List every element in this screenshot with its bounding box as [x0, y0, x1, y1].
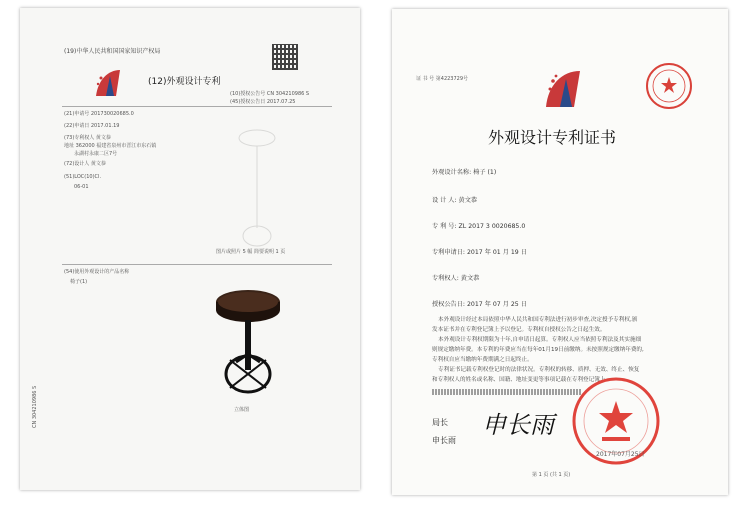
seal-date: 2017年07月25日	[596, 451, 645, 458]
address-line-2: 永湖村永康二区7号	[74, 151, 118, 157]
director-sub-label: 申长雨	[432, 436, 456, 445]
patent-owner: (73)专利权人 黄文恭	[64, 135, 111, 141]
patent-type-title: (12)外观设计专利	[148, 77, 221, 87]
figure-caption: 立体图	[234, 407, 250, 413]
barcode-strip	[432, 389, 582, 395]
field-patent-number: 专 利 号: ZL 2017 3 0020685.0	[432, 223, 526, 230]
address-line-1: 地址 362000 福建省泉州市晋江市东石镇	[64, 143, 157, 149]
patent-certificate-page	[392, 9, 728, 495]
gazette-top-heading: (19)中华人民共和国国家知识产权局	[64, 48, 161, 55]
cnipa-logo-icon	[92, 66, 128, 100]
body-line: 本外观设计经过本局依照中华人民共和国专利法进行初步审查,决定授予专利权,颁	[438, 317, 638, 323]
body-line: 专利权自应当缴纳年费期满之日起终止。	[432, 357, 533, 363]
patent-gazette-page	[20, 8, 360, 490]
certificate-title: 外观设计专利证书	[488, 128, 617, 147]
product-heading: (54)使用外观设计的产品名称	[64, 269, 130, 275]
director-label: 局长	[432, 418, 448, 427]
qr-code	[272, 44, 298, 70]
director-signature: 申长雨	[482, 411, 554, 439]
product-name: 椅子(1)	[70, 279, 88, 285]
loc-value: 06-01	[74, 184, 89, 190]
side-number: CN 304210986 S	[32, 385, 38, 428]
official-seal-icon	[644, 61, 694, 111]
field-application-date: 专利申请日: 2017 年 01 月 19 日	[432, 249, 527, 256]
field-patent-owner: 专利权人: 黄文恭	[432, 275, 480, 282]
body-line: 本外观设计专利权期限为十年,自申请日起算。专利权人应当依照专利法及其实施细	[438, 337, 642, 343]
page-note: 图片或照片 5 幅 简要说明 1 页	[216, 249, 286, 255]
body-line: 和专利权人的姓名或名称、国籍、地址变更等事项记载在专利登记簿上。	[432, 377, 612, 383]
publication-date: (45)授权公告日 2017.07.25	[230, 99, 296, 105]
loc-label: (51)LOC(10)Cl.	[64, 174, 102, 180]
divider	[62, 264, 332, 265]
page-footer: 第 1 页 (共 1 页)	[532, 472, 571, 478]
field-design-name: 外观设计名称: 椅子 (1)	[432, 169, 497, 176]
bleed-through-image	[232, 118, 282, 258]
field-grant-date: 授权公告日: 2017 年 07 月 25 日	[432, 301, 527, 308]
body-line: 专利证书记载专利权登记时的法律状况。专利权的转移、质押、无效、终止、恢复	[438, 367, 640, 373]
field-designer: 设 计 人: 黄文恭	[432, 197, 478, 204]
certificate-number: 证 书 号 第4223729号	[416, 76, 469, 82]
body-line: 发本证书并在专利登记簿上予以登记。专利权自授权公告之日起生效。	[432, 327, 606, 333]
application-date: (22)申请日 2017.01.19	[64, 123, 120, 129]
publication-number: (10)授权公告号 CN 304210986 S	[230, 91, 310, 97]
stool-figure	[208, 278, 288, 402]
cnipa-logo-icon	[542, 65, 586, 111]
designer: (72)设计人 黄文恭	[64, 161, 106, 167]
application-number: (21)申请号 201730020685.0	[64, 111, 134, 117]
body-line: 则规定缴纳年费。本专利的年费应当在每年01月19日前缴纳。未按照规定缴纳年费的,	[432, 347, 644, 353]
divider	[62, 106, 332, 107]
